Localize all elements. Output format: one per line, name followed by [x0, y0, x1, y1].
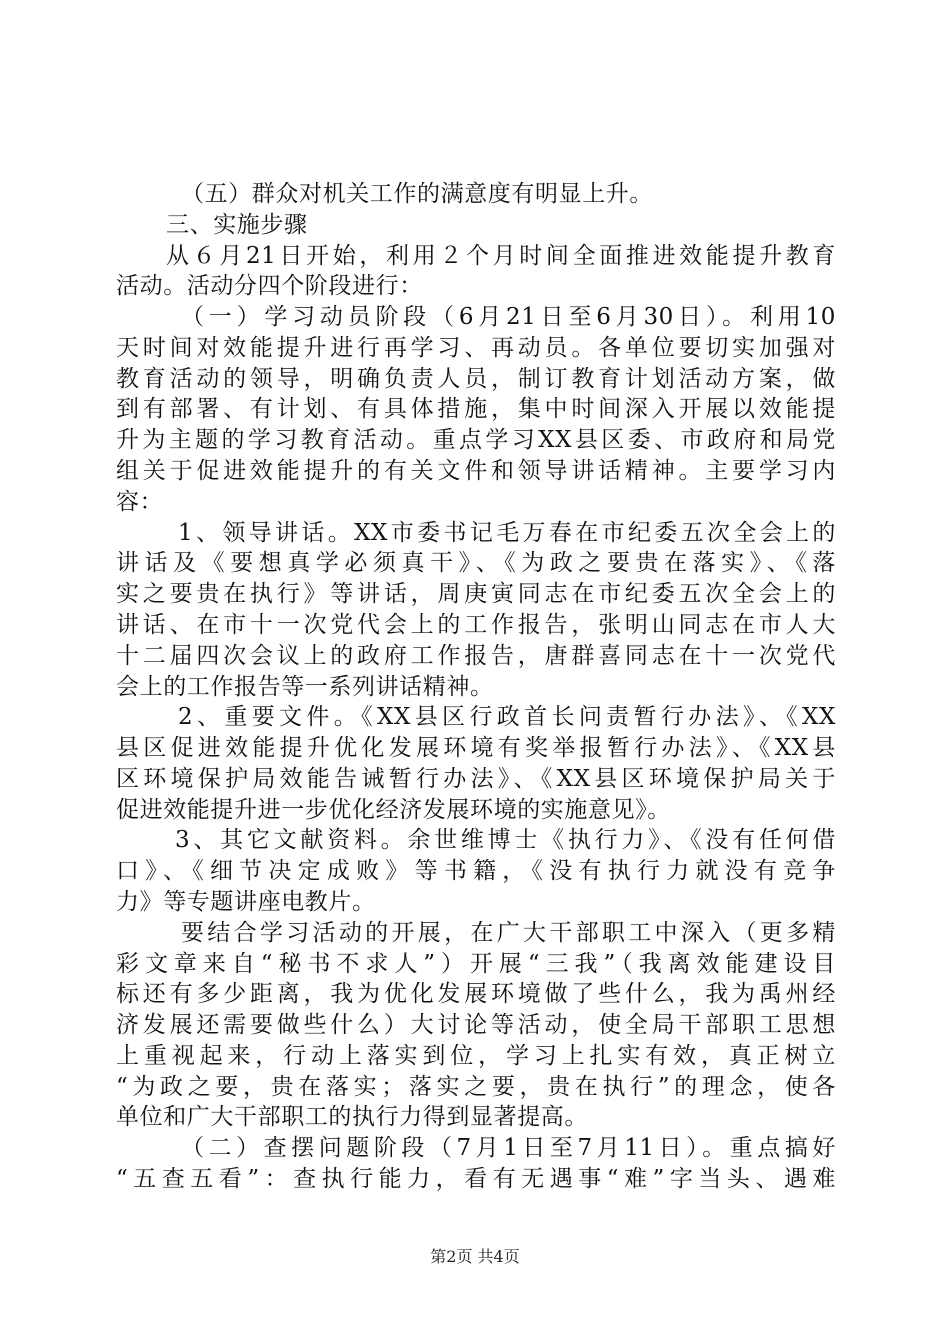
text-line: 实之要贵在执行》等讲话，周庚寅同志在市纪委五次全会上的 [116, 581, 836, 607]
text-line: 县区促进效能提升优化发展环境有奖举报暂行办法》、《XX县 [116, 735, 836, 761]
text-line: 2、重要文件。《XX县区行政首长问责暂行办法》、《XX [178, 704, 836, 730]
text-line: 到有部署、有计划、有具体措施，集中时间深入开展以效能提 [116, 396, 836, 422]
text-line: 促进效能提升进一步优化经济发展环境的实施意见》。 [116, 797, 671, 823]
text-line: “为政之要，贵在落实；落实之要，贵在执行”的理念，使各 [116, 1074, 836, 1100]
text-line: 讲话及《要想真学必须真干》、《为政之要贵在落实》、《落 [116, 550, 836, 576]
text-line: 升为主题的学习教育活动。重点学习XX县区委、市政府和局党 [116, 427, 836, 453]
text-line: 活动。活动分四个阶段进行： [116, 273, 423, 299]
text-line: （一）学习动员阶段（6月21日至6月30日）。利用10 [181, 304, 836, 330]
text-line: 组关于促进效能提升的有关文件和领导讲话精神。主要学习内 [116, 458, 836, 484]
text-line: 济发展还需要做些什么）大讨论等活动，使全局干部职工思想 [116, 1012, 836, 1038]
text-line: 讲话、在市十一次党代会上的工作报告，张明山同志在市人大 [116, 612, 836, 638]
text-line: 天时间对效能提升进行再学习、再动员。各单位要切实加强对 [116, 335, 836, 361]
text-line: 口》、《细节决定成败》等书籍，《没有执行力就没有竞争 [116, 858, 836, 884]
text-line: （二）查摆问题阶段（7月1日至7月11日）。重点搞好 [181, 1135, 836, 1161]
page-footer: 第2页 共4页 [430, 1247, 520, 1266]
text-line: 力》等专题讲座电教片。 [116, 889, 376, 915]
text-line: 标还有多少距离，我为优化发展环境做了些什么，我为禹州经 [116, 981, 836, 1007]
text-line: 要结合学习活动的开展，在广大干部职工中深入（更多精 [181, 920, 836, 946]
text-line: 区环境保护局效能告诫暂行办法》、《XX县区环境保护局关于 [116, 766, 836, 792]
text-line: 容： [116, 489, 164, 515]
text-line: 从６月21日开始，利用２个月时间全面推进效能提升教育 [166, 243, 836, 269]
text-line: 上重视起来，行动上落实到位，学习上扎实有效，真正树立 [116, 1043, 836, 1069]
text-line: 教育活动的领导，明确负责人员，制订教育计划活动方案，做 [116, 366, 836, 392]
text-line: “五查五看”：查执行能力，看有无遇事“难”字当头、遇难 [116, 1166, 836, 1192]
text-line: 会上的工作报告等一系列讲话精神。 [116, 674, 494, 700]
text-line: 单位和广大干部职工的执行力得到显著提高。 [116, 1104, 588, 1130]
text-line: （五）群众对机关工作的满意度有明显上升。 [181, 181, 653, 207]
text-line: 1、领导讲话。XX市委书记毛万春在市纪委五次全会上的 [178, 520, 836, 546]
text-line: 3、其它文献资料。余世维博士《执行力》、《没有任何借 [175, 827, 836, 853]
text-line: 彩文章来自“秘书不求人”）开展“三我”（我离效能建设目 [116, 951, 836, 977]
text-line: 十二届四次会议上的政府工作报告，唐群喜同志在十一次党代 [116, 643, 836, 669]
section-heading: 三、实施步骤 [166, 212, 308, 238]
